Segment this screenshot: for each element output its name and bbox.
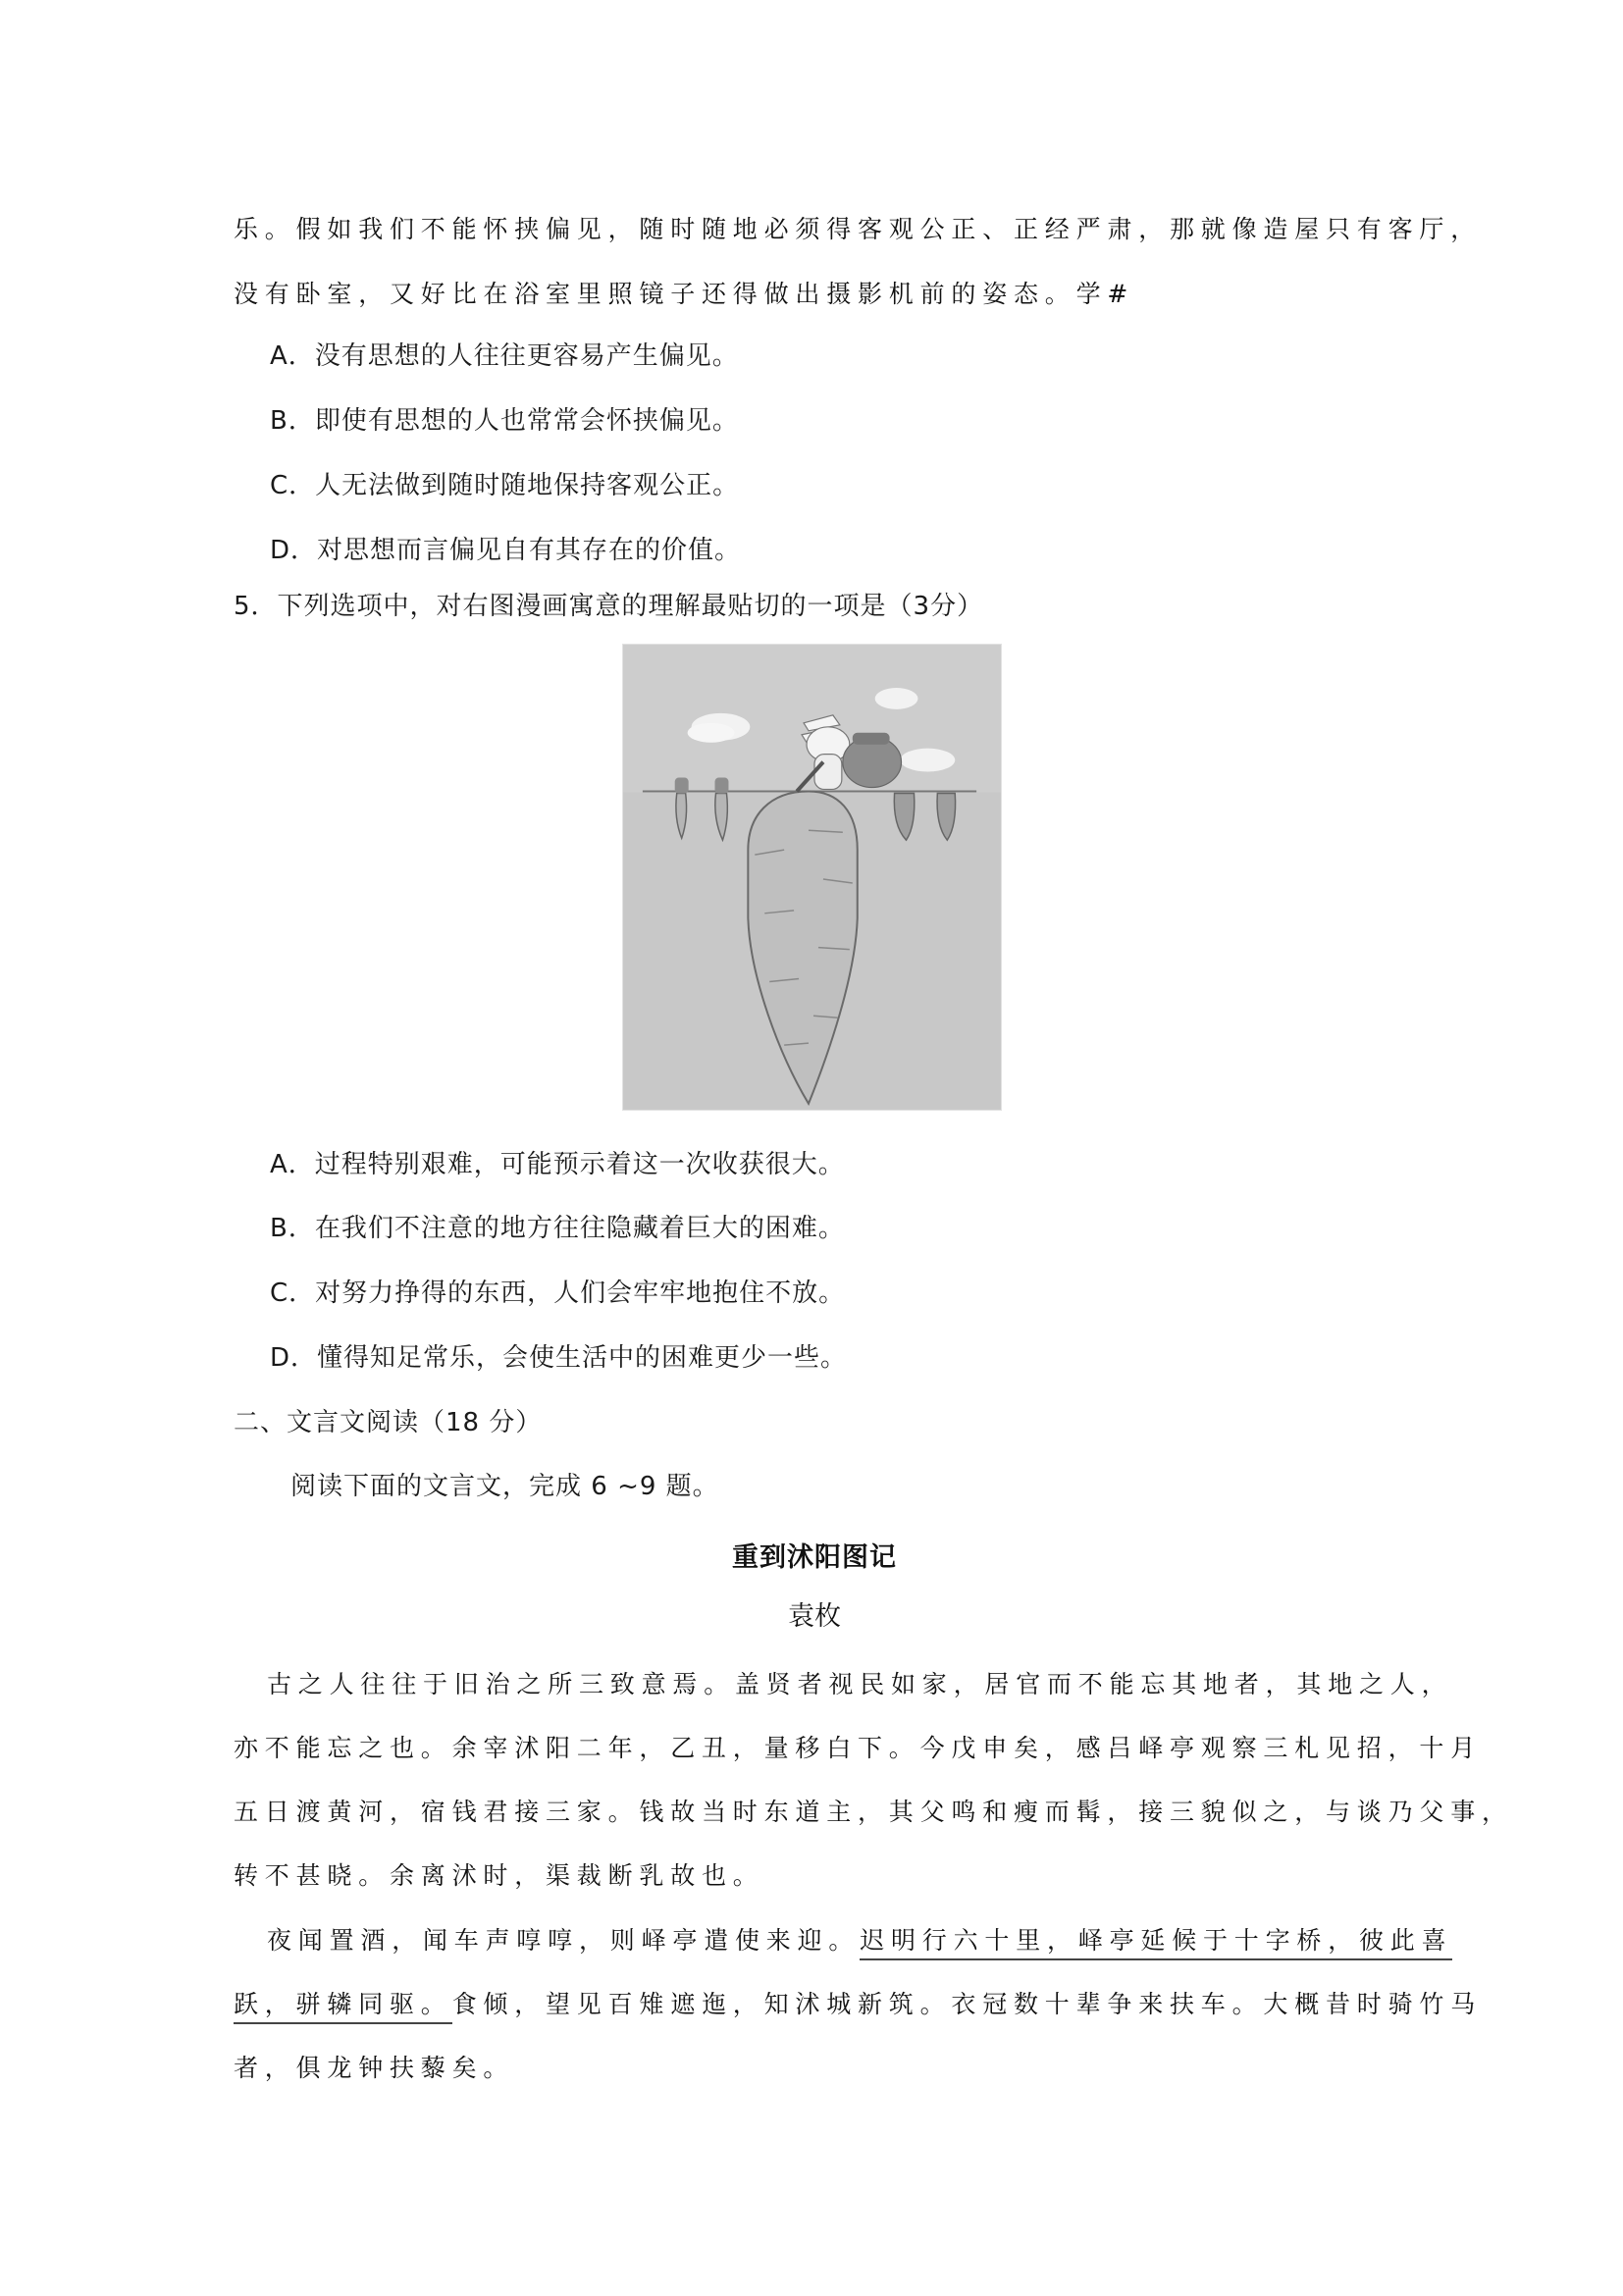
article-line: 五日渡黄河，宿钱君接三家。钱故当时东道主，其父鸣和瘦而髯，接三貌似之，与谈乃父事， bbox=[234, 1798, 1513, 1826]
option-text: 没有思想的人往往更容易产生偏见。 bbox=[314, 341, 739, 371]
passage-line: 没有卧室，又好比在浴室里照镜子还得做出摄影机前的姿态。学# bbox=[234, 280, 1135, 308]
q5-option-d bbox=[270, 1345, 847, 1371]
section-instruction: 阅读下面的文言文，完成 6 ~9 题。 bbox=[290, 1472, 719, 1501]
option-label: D． bbox=[270, 536, 318, 565]
q5-option-a bbox=[270, 1152, 845, 1177]
article-line: 古之人往往于旧治之所三致意焉。盖贤者视民如家，居官而不能忘其地者，其地之人， bbox=[267, 1670, 1453, 1698]
q4-option-b bbox=[270, 408, 739, 434]
option-label: D． bbox=[270, 1343, 318, 1373]
option-label: B． bbox=[270, 406, 315, 436]
option-text: 过程特别艰难，可能预示着这一次收获很大。 bbox=[314, 1150, 845, 1179]
option-label: A． bbox=[270, 341, 315, 371]
passage-line: 乐。假如我们不能怀挟偏见，随时随地必须得客观公正、正经严肃，那就像造屋只有客厅， bbox=[234, 215, 1483, 243]
article-author: 袁枚 bbox=[788, 1601, 841, 1632]
article-line bbox=[234, 1992, 1482, 2016]
q5-option-c bbox=[270, 1280, 845, 1306]
underlined-sentence: 跃，骈辚同驱。 bbox=[234, 1990, 452, 2024]
option-text: 在我们不注意的地方往往隐藏着巨大的困难。 bbox=[314, 1214, 845, 1243]
option-label: C． bbox=[270, 1278, 316, 1308]
q4-option-d bbox=[270, 538, 741, 563]
article-line: 转不甚晓。余离沭时，渠裁断乳故也。 bbox=[234, 1861, 764, 1890]
section-heading: 二、文言文阅读（18 分） bbox=[234, 1408, 543, 1437]
article-line: 者，俱龙钟扶藜矣。 bbox=[234, 2054, 515, 2082]
q4-option-a bbox=[270, 343, 739, 369]
option-text: 对努力挣得的东西，人们会牢牢地抱住不放。 bbox=[315, 1278, 846, 1308]
option-label: B． bbox=[270, 1214, 315, 1243]
q4-option-c bbox=[270, 473, 739, 498]
plain-text: 夜闻置酒，闻车声啍啍，则峄亭遣使来迎。 bbox=[267, 1926, 861, 1955]
option-text: 人无法做到随时随地保持客观公正。 bbox=[315, 471, 740, 500]
q5-stem: 5．下列选项中，对右图漫画寓意的理解最贴切的一项是（3分） bbox=[234, 592, 984, 621]
option-label: A． bbox=[270, 1150, 315, 1179]
option-label: C． bbox=[270, 471, 316, 500]
option-text: 懂得知足常乐，会使生活中的困难更少一些。 bbox=[317, 1343, 848, 1373]
article-line: 亦不能忘之也。余宰沭阳二年，乙丑，量移白下。今戊申矣，感吕峄亭观察三札见招，十月 bbox=[234, 1734, 1483, 1762]
cartoon-figure bbox=[622, 644, 1002, 1111]
plain-text: 食倾，望见百雉遮迤，知沭城新筑。衣冠数十辈争来扶车。大概昔时骑竹马 bbox=[451, 1990, 1483, 2018]
cartoon-rabbit-giant-carrot-icon bbox=[623, 645, 1001, 1110]
option-text: 即使有思想的人也常常会怀挟偏见。 bbox=[314, 406, 739, 436]
option-text: 对思想而言偏见自有其存在的价值。 bbox=[317, 536, 742, 565]
article-line bbox=[267, 1928, 1452, 1953]
q5-option-b bbox=[270, 1216, 845, 1241]
underlined-sentence: 迟明行六十里，峄亭延候于十字桥，彼此喜 bbox=[860, 1926, 1452, 1960]
article-title: 重到沭阳图记 bbox=[732, 1542, 897, 1573]
